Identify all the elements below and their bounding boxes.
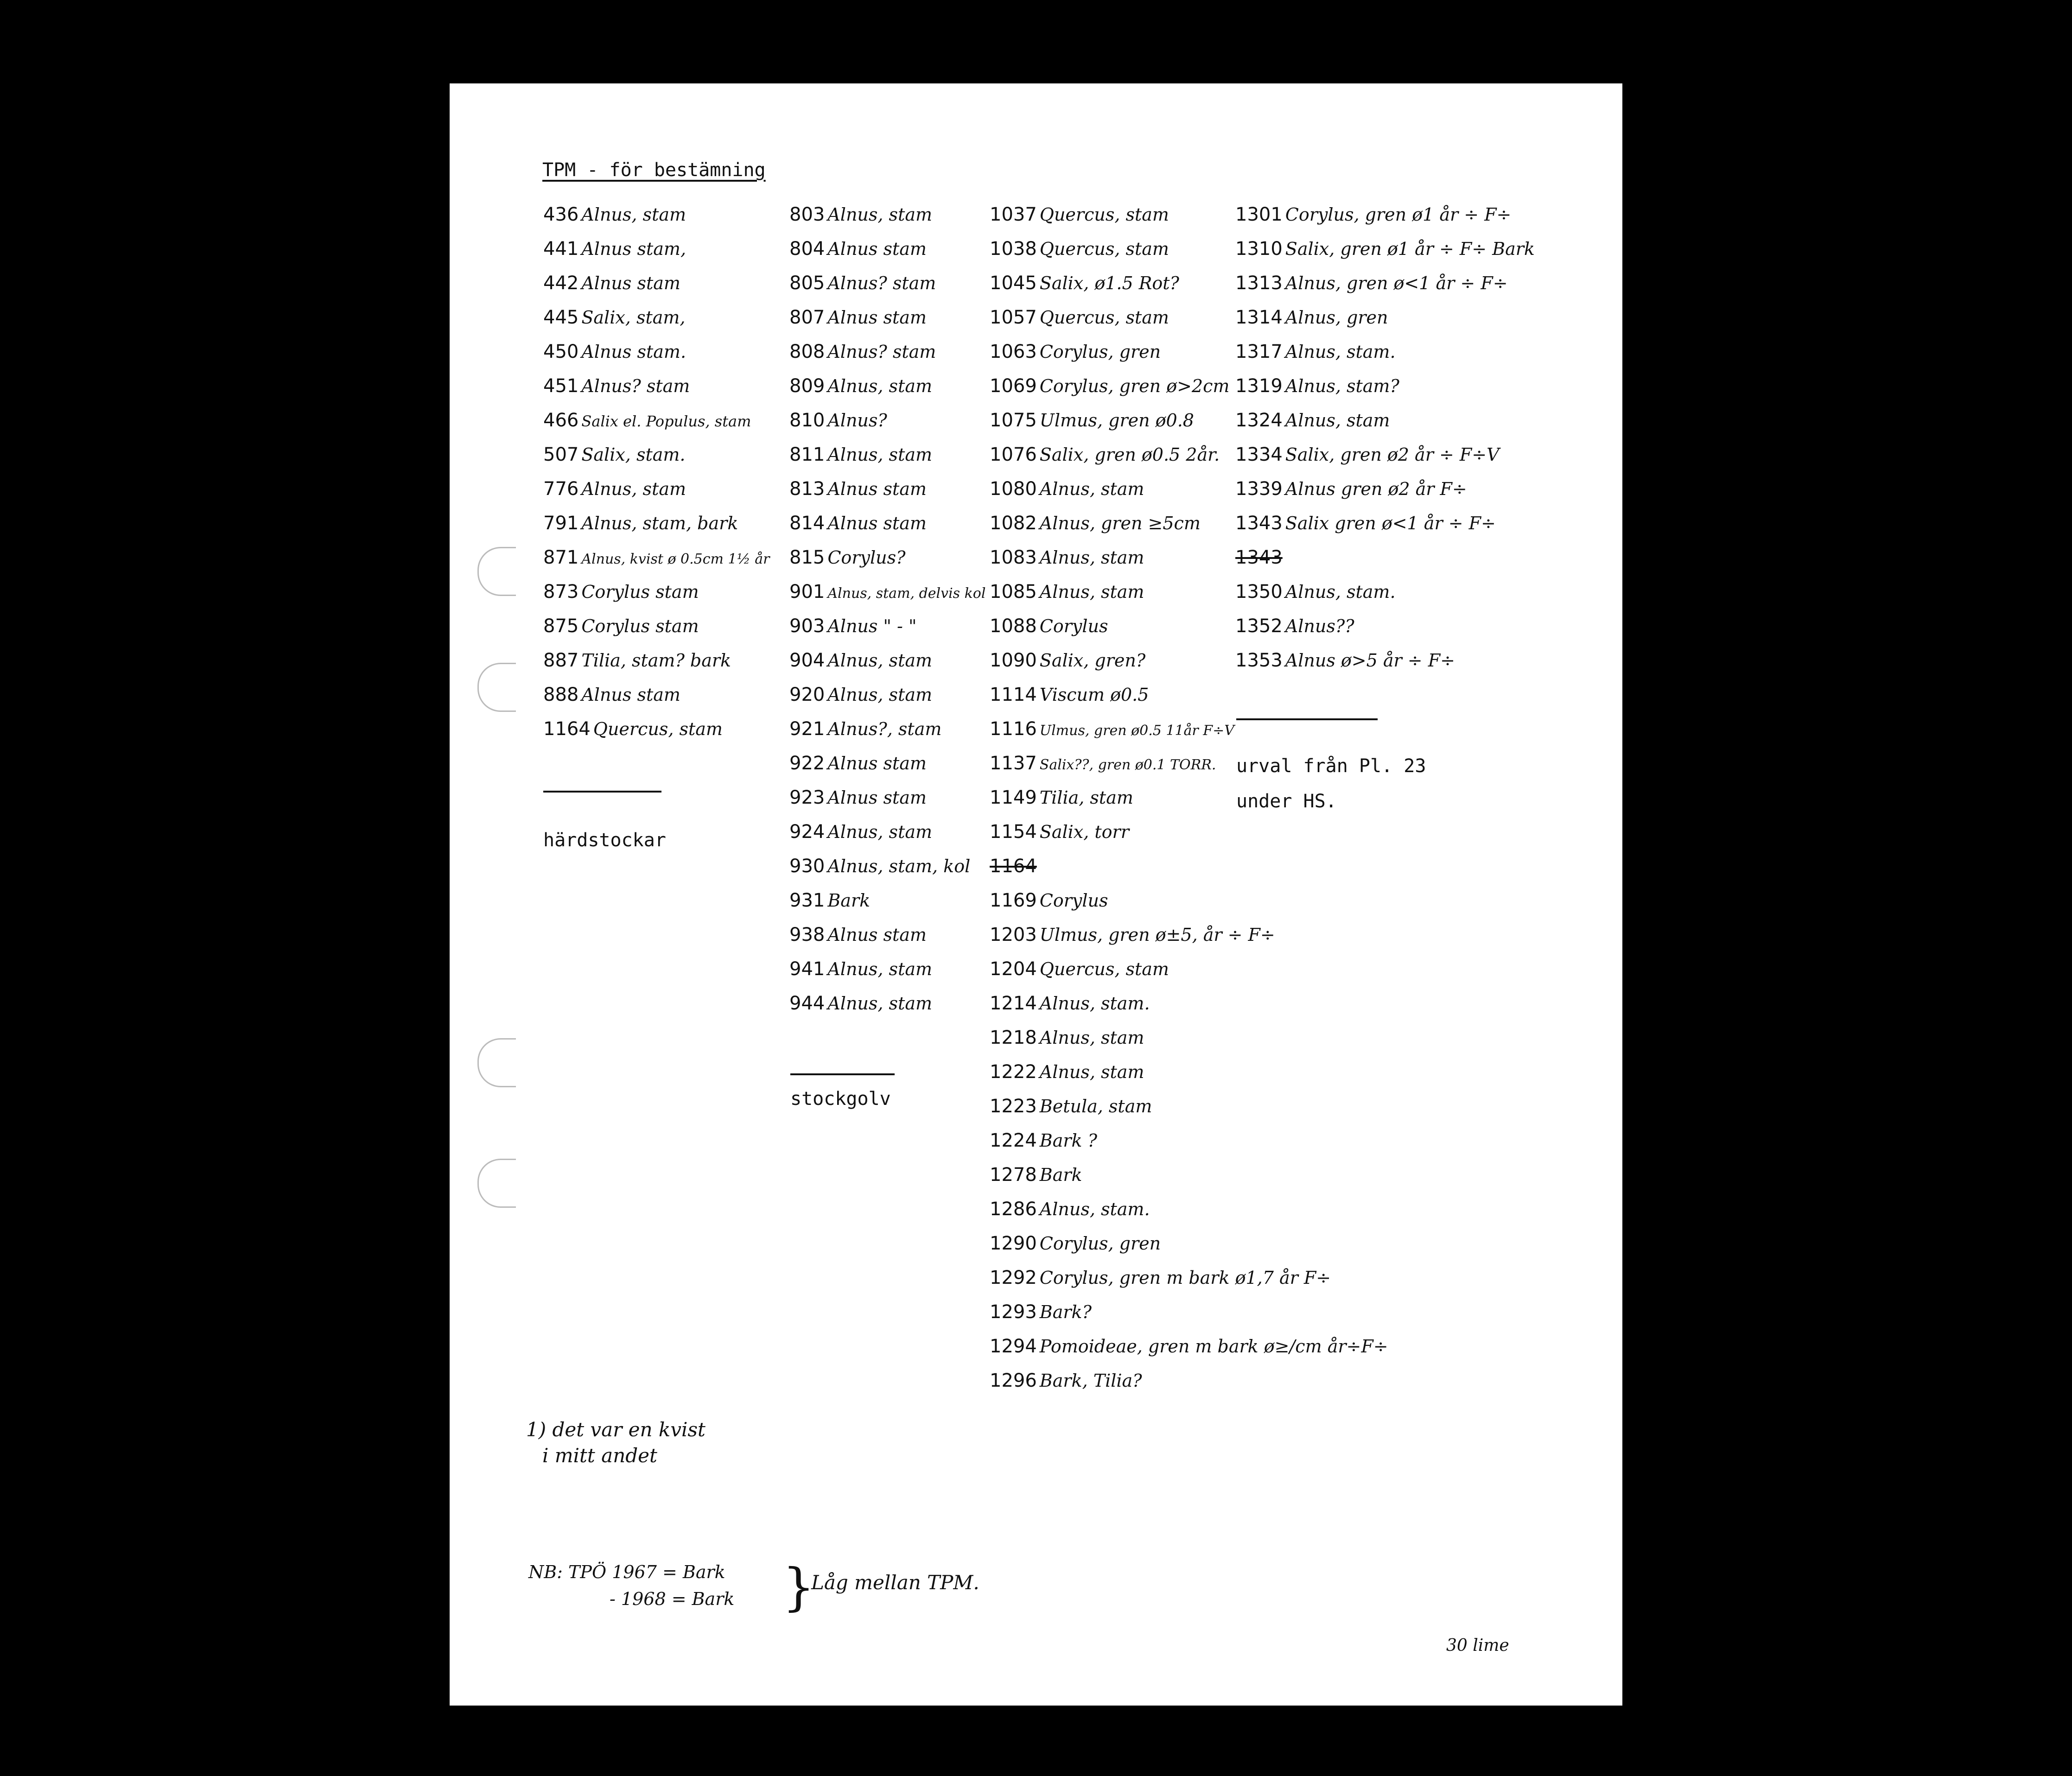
list-item: 1169 Corylus	[990, 890, 1108, 911]
list-item: 1353 Alnus ø>5 år ÷ F÷	[1235, 650, 1455, 671]
list-item: 1116 Ulmus, gren ø0.5 11år F÷V	[990, 718, 1234, 740]
punch-hole	[477, 1159, 516, 1208]
document-page	[450, 83, 1622, 1706]
list-item: 1290 Corylus, gren	[990, 1233, 1161, 1254]
list-item: 931 Bark	[789, 890, 871, 911]
list-item: 1204 Quercus, stam	[990, 958, 1169, 980]
footnote: i mitt andet	[542, 1444, 657, 1467]
list-item: 1137 Salix??, gren ø0.1 TORR.	[990, 753, 1216, 774]
punch-hole	[477, 663, 516, 712]
list-item: 1038 Quercus, stam	[990, 238, 1169, 260]
list-item: 1352 Alnus??	[1235, 615, 1354, 637]
list-item: 805 Alnus? stam	[789, 273, 936, 294]
list-item: 815 Corylus?	[789, 547, 906, 568]
list-item: 1334 Salix, gren ø2 år ÷ F÷V	[1235, 444, 1500, 465]
curly-bracket-icon: }	[782, 1557, 815, 1617]
list-item-struck: 1343	[1235, 547, 1283, 568]
list-item: 888 Alnus stam	[543, 684, 680, 705]
list-item: 924 Alnus, stam	[789, 821, 933, 843]
separator-line	[543, 791, 661, 793]
section-label: under HS.	[1236, 791, 1337, 812]
list-item: 1045 Salix, ø1.5 Rot?	[990, 273, 1179, 294]
list-item: 1224 Bark ?	[990, 1130, 1098, 1151]
list-item: 441 Alnus stam,	[543, 238, 686, 260]
list-item: 1063 Corylus, gren	[990, 341, 1161, 362]
list-item: 1339 Alnus gren ø2 år F÷	[1235, 478, 1467, 500]
list-item: 1292 Corylus, gren m bark ø1,7 år F÷	[990, 1267, 1331, 1288]
section-label: stockgolv	[790, 1088, 891, 1110]
list-item: 450 Alnus stam.	[543, 341, 686, 362]
list-item: 1076 Salix, gren ø0.5 2år.	[990, 444, 1220, 465]
list-item: 1203 Ulmus, gren ø±5, år ÷ F÷	[990, 924, 1275, 945]
list-item: 1154 Salix, torr	[990, 821, 1129, 843]
list-item: 938 Alnus stam	[789, 924, 927, 945]
list-item: 923 Alnus stam	[789, 787, 927, 808]
list-item: 904 Alnus, stam	[789, 650, 933, 671]
list-item: 807 Alnus stam	[789, 307, 927, 328]
list-item: 1218 Alnus, stam	[990, 1027, 1144, 1048]
list-item: 810 Alnus?	[789, 410, 887, 431]
list-item: 1083 Alnus, stam	[990, 547, 1144, 568]
list-item: 814 Alnus stam	[789, 513, 927, 534]
punch-hole	[477, 1038, 516, 1087]
list-item: 808 Alnus? stam	[789, 341, 936, 362]
list-item: 1149 Tilia, stam	[990, 787, 1133, 808]
list-item: 507 Salix, stam.	[543, 444, 686, 465]
list-item: 1313 Alnus, gren ø<1 år ÷ F÷	[1235, 273, 1508, 294]
list-item: 1296 Bark, Tilia?	[990, 1370, 1142, 1391]
corner-note: 30 lime	[1446, 1636, 1509, 1655]
list-item: 451 Alnus? stam	[543, 375, 690, 397]
list-item: 442 Alnus stam	[543, 273, 680, 294]
section-label: härdstockar	[543, 830, 666, 851]
list-item: 887 Tilia, stam? bark	[543, 650, 731, 671]
nb-note-bracket-text: Låg mellan TPM.	[811, 1571, 979, 1594]
list-item: 1088 Corylus	[990, 615, 1108, 637]
list-item: 1317 Alnus, stam.	[1235, 341, 1396, 362]
list-item: 930 Alnus, stam, kol	[789, 856, 971, 877]
list-item: 921 Alnus?, stam	[789, 718, 942, 740]
list-item: 1223 Betula, stam	[990, 1096, 1152, 1117]
list-item: 871 Alnus, kvist ø 0.5cm 1½ år	[543, 547, 770, 568]
list-item: 1343 Salix gren ø<1 år ÷ F÷	[1235, 513, 1496, 534]
list-item: 1214 Alnus, stam.	[990, 993, 1150, 1014]
list-item: 1324 Alnus, stam	[1235, 410, 1390, 431]
list-item: 1080 Alnus, stam	[990, 478, 1144, 500]
nb-note-line: - 1968 = Bark	[610, 1589, 735, 1609]
list-item: 1164 Quercus, stam	[543, 718, 723, 740]
list-item: 1069 Corylus, gren ø>2cm	[990, 375, 1230, 397]
list-item: 1310 Salix, gren ø1 år ÷ F÷ Bark	[1235, 238, 1535, 260]
list-item: 1314 Alnus, gren	[1235, 307, 1388, 328]
list-item: 809 Alnus, stam	[789, 375, 933, 397]
list-item: 1278 Bark	[990, 1164, 1082, 1186]
list-item: 1222 Alnus, stam	[990, 1061, 1144, 1083]
list-item-struck: 1164	[990, 856, 1037, 877]
page-title: TPM - för bestämning	[542, 159, 766, 181]
list-item: 436 Alnus, stam	[543, 204, 686, 225]
list-item: 920 Alnus, stam	[789, 684, 933, 705]
list-item: 1293 Bark?	[990, 1301, 1092, 1323]
list-item: 811 Alnus, stam	[789, 444, 933, 465]
separator-line	[1236, 718, 1378, 720]
list-item: 803 Alnus, stam	[789, 204, 933, 225]
list-item: 1090 Salix, gren?	[990, 650, 1146, 671]
list-item: 804 Alnus stam	[789, 238, 927, 260]
list-item: 901 Alnus, stam, delvis kol	[789, 581, 986, 603]
list-item: 875 Corylus stam	[543, 615, 699, 637]
list-item: 941 Alnus, stam	[789, 958, 933, 980]
list-item: 873 Corylus stam	[543, 581, 699, 603]
list-item: 1350 Alnus, stam.	[1235, 581, 1396, 603]
separator-line	[790, 1073, 895, 1075]
list-item: 791 Alnus, stam, bark	[543, 513, 738, 534]
list-item: 813 Alnus stam	[789, 478, 927, 500]
nb-note-line: NB: TPÖ 1967 = Bark	[528, 1562, 725, 1582]
section-label: urval från Pl. 23	[1236, 755, 1426, 777]
list-item: 1082 Alnus, gren ≥5cm	[990, 513, 1201, 534]
list-item: 445 Salix, stam,	[543, 307, 686, 328]
list-item: 922 Alnus stam	[789, 753, 927, 774]
footnote: 1) det var en kvist	[526, 1418, 705, 1441]
list-item: 944 Alnus, stam	[789, 993, 933, 1014]
list-item: 1085 Alnus, stam	[990, 581, 1144, 603]
list-item: 1075 Ulmus, gren ø0.8	[990, 410, 1194, 431]
list-item: 1057 Quercus, stam	[990, 307, 1169, 328]
list-item: 1286 Alnus, stam.	[990, 1199, 1150, 1220]
list-item: 1319 Alnus, stam?	[1235, 375, 1399, 397]
list-item: 1294 Pomoideae, gren m bark ø≥/cm år÷F÷	[990, 1336, 1388, 1357]
list-item: 903 Alnus " - "	[789, 615, 917, 637]
list-item: 466 Salix el. Populus, stam	[543, 410, 751, 431]
list-item: 776 Alnus, stam	[543, 478, 686, 500]
list-item: 1114 Viscum ø0.5	[990, 684, 1149, 705]
punch-hole	[477, 547, 516, 596]
list-item: 1037 Quercus, stam	[990, 204, 1169, 225]
list-item: 1301 Corylus, gren ø1 år ÷ F÷	[1235, 204, 1512, 225]
